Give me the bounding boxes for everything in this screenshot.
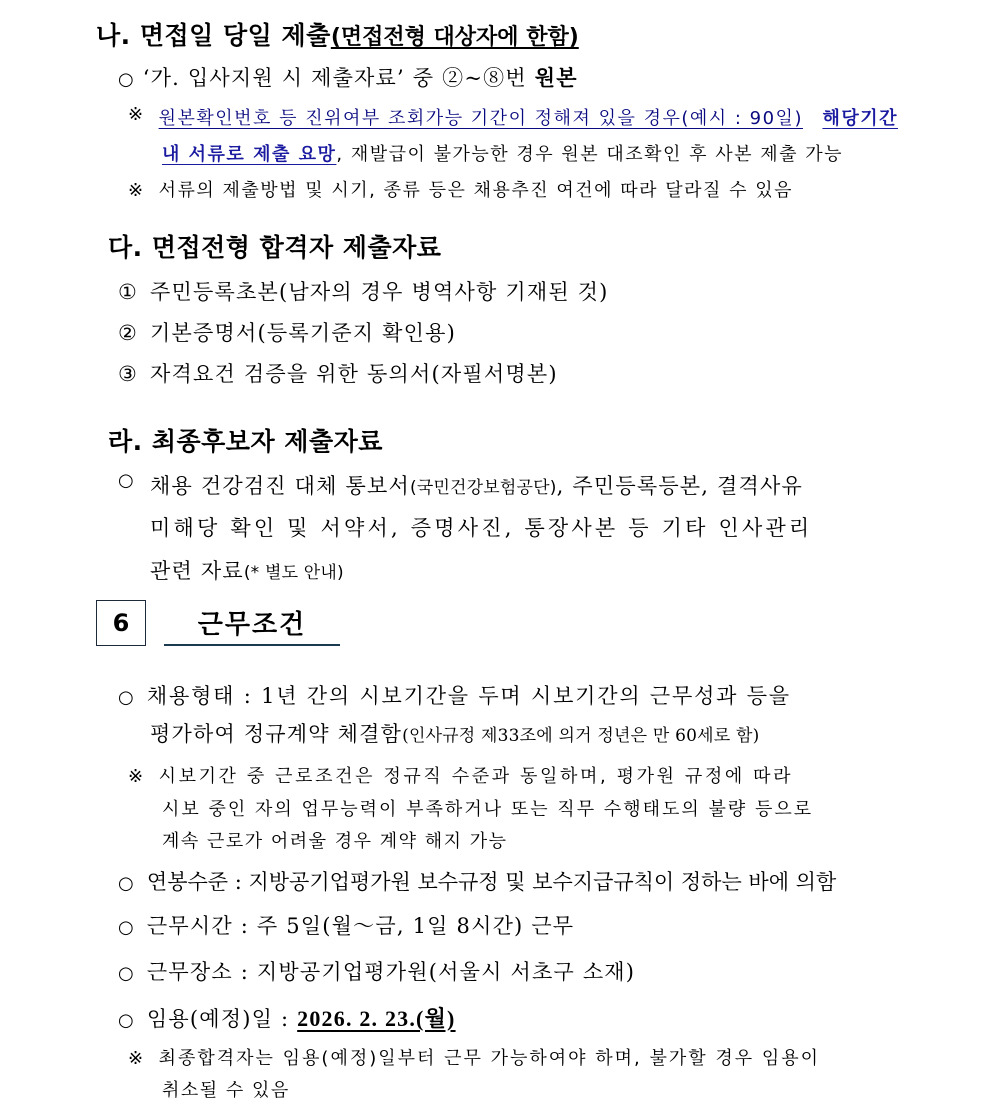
reference-mark-icon: ※	[128, 180, 145, 201]
section-na-item-originals	[118, 62, 578, 92]
number-circle-2-icon: ②	[118, 321, 139, 345]
section-da-item-3	[118, 358, 558, 388]
item-text: 연봉수준 : 지방공기업평가원 보수규정 및 보수지급규칙이 정하는 바에 의함	[146, 870, 837, 894]
section-da-item-1	[118, 276, 609, 306]
reference-mark-icon: ※	[128, 1048, 145, 1069]
item-paren: (등록기준지 확인용)	[257, 321, 457, 345]
final-note-line-2	[162, 1076, 290, 1102]
section-ra-line-2	[150, 512, 898, 542]
final-note-line-1	[128, 1044, 820, 1070]
reference-mark-icon: ※	[128, 104, 145, 125]
note-text: 최종합격자는 임용(예정)일부터 근무 가능하여야 하며, 불가할 경우 임용이	[158, 1048, 821, 1069]
section-ra-title: 라. 최종후보자 제출자료	[108, 427, 383, 456]
probation-note-line-3	[162, 827, 508, 853]
item-text-cont: , 주민등록등본, 결격사유	[556, 474, 803, 498]
note-line-1	[128, 104, 898, 130]
bullet-circle-icon: ○	[118, 69, 135, 90]
item-text: 기본증명서	[150, 321, 258, 345]
bullet-circle-icon: ○	[118, 917, 135, 938]
section-na-heading	[96, 16, 579, 52]
number-circle-3-icon: ③	[118, 362, 139, 386]
probation-note-line-2	[162, 795, 813, 821]
item-text: 자격요건 검증을 위한 동의서	[150, 362, 432, 386]
location-line	[118, 956, 635, 986]
bullet-circle-icon: ○	[118, 470, 135, 491]
hours-line	[118, 910, 574, 940]
note-text: 시보기간 중 근로조건은 정규직 수준과 동일하며, 평가원 규정에 따라	[158, 766, 794, 787]
item-paren: (* 별도 안내)	[243, 563, 344, 583]
employment-type-line-2	[150, 718, 759, 748]
section-da-title: 다. 면접전형 합격자 제출자료	[108, 233, 442, 262]
section-na-note-verification-cont	[162, 140, 898, 166]
employment-type-line-1	[118, 680, 791, 710]
item-text: 근무시간 : 주 5일(월～금, 1일 8시간) 근무	[146, 914, 575, 938]
note-bold-text-1: 해당기간	[822, 108, 898, 129]
item-text: ‘가. 입사지원 시 제출자료’ 중 ②~⑧번	[142, 66, 535, 90]
bullet-circle-icon: ○	[118, 963, 135, 984]
section-da-item-2	[118, 317, 456, 347]
item-paren: (국민건강보험공단)	[409, 478, 557, 498]
item-bold: 원본	[534, 65, 578, 90]
note-text: 서류의 제출방법 및 시기, 종류 등은 채용추진 여건에 따라 달라질 수 있음	[158, 180, 794, 201]
probation-note-line-1	[128, 762, 793, 788]
note-bold-text-2: 내 서류로 제출 요망	[162, 144, 337, 165]
item-text: 채용형태 : 1년 간의 시보기간을 두며 시보기간의 근무성과 등을	[146, 684, 791, 708]
number-circle-1-icon: ①	[118, 280, 139, 304]
bullet-circle-icon: ○	[118, 873, 135, 894]
item-paren: (인사규정 제33조에 의거 정년은 만 60세로 함)	[402, 726, 760, 746]
note-rest-text: , 재발급이 불가능한 경우 원본 대조확인 후 사본 제출 가능	[336, 144, 844, 165]
salary-line	[118, 866, 836, 896]
item-text: 근무장소 : 지방공기업평가원(서울시 서초구 소재)	[146, 960, 636, 984]
reference-mark-icon: ※	[128, 766, 145, 787]
item-text: 주민등록초본	[150, 280, 279, 304]
section-number-box: 6	[96, 600, 146, 646]
start-date-line	[118, 1002, 456, 1033]
note-underlined-text: 원본확인번호 등 진위여부 조회가능 기간이 정해져 있을 경우(예시 : 90일)	[158, 108, 803, 129]
section-ra-line-1	[118, 470, 898, 500]
bullet-circle-icon: ○	[118, 1010, 135, 1031]
item-paren: (남자의 경우 병역사항 기재된 것)	[278, 280, 609, 304]
item-text: 관련 자료	[150, 559, 244, 583]
note-text: 계속 근로가 어려울 경우 계약 해지 가능	[162, 831, 508, 852]
section-na-note-method	[128, 176, 793, 202]
section-ra-item	[118, 470, 898, 500]
item-paren: (자필서명본)	[431, 362, 558, 386]
item-text: 평가하여 정규계약 체결함	[150, 722, 403, 746]
start-date-value: 2026. 2. 23.(월)	[297, 1006, 456, 1031]
item-text: 미해당 확인 및 서약서, 증명사진, 통장사본 등 기타 인사관리	[150, 516, 813, 540]
bullet-circle-icon: ○	[118, 687, 135, 708]
item-label: 임용(예정)일 :	[146, 1007, 298, 1031]
note-text: 시보 중인 자의 업무능력이 부족하거나 또는 직무 수행태도의 불량 등으로	[162, 799, 814, 820]
section-na-title: 나. 면접일 당일 제출	[96, 21, 331, 50]
note-text: 취소될 수 있음	[162, 1080, 290, 1101]
section-ra-line-3	[150, 555, 344, 585]
section-na-qualifier: (면접전형 대상자에 한함)	[330, 25, 579, 50]
section-na-note-verification	[128, 104, 898, 130]
section-6-title: 근무조건	[164, 600, 340, 646]
item-text: 채용 건강검진 대체 통보서	[150, 474, 410, 498]
